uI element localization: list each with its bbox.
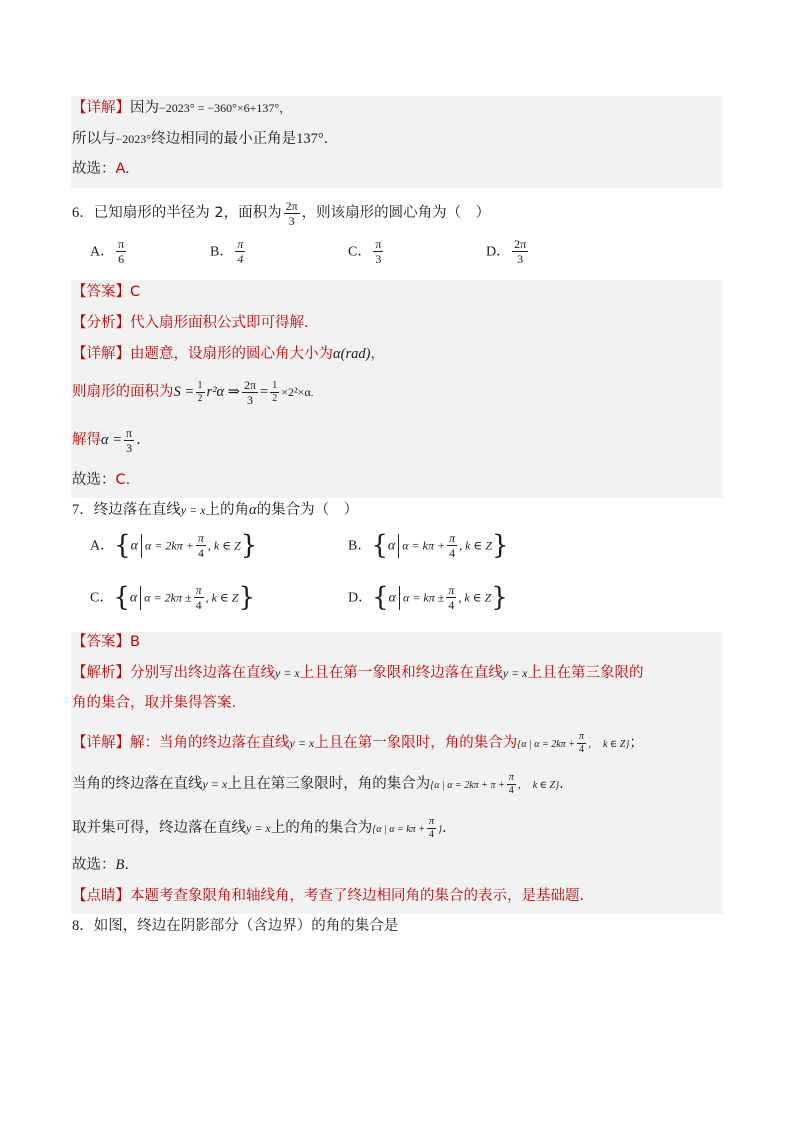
question-number: 6． — [72, 205, 94, 221]
detail-label: 【详解】 — [72, 100, 130, 116]
q7-analysis-line: 【解析】分别写出终边落在直线y = x上且在第一象限和终边落在直线y = x上且在第三象限的 — [72, 665, 644, 681]
q7-detail-line-2: 当角的终边落在直线y = x上且在第三象限时，角的集合为{α | α = 2kπ + π + $\frac{\pi}{4}$ ， k ∈ Z}. — [72, 771, 564, 796]
q6-option-a[interactable]: A． $\frac{\pi}{6}$ — [90, 237, 125, 266]
q7-option-c[interactable]: C．{α α = 2kπ ± $\frac{\pi}{4}$ , k ∈ Z} — [90, 582, 256, 613]
question-number: 7． — [72, 502, 94, 518]
q7-detail-line: 【详解】解：当角的终边落在直线y = x上且在第一象限时，角的集合为{α | α = 2kπ + $\frac{\pi}{4}$ ， k ∈ Z}； — [72, 730, 644, 755]
q7-choice-line: 故选：B. — [72, 857, 129, 873]
question-number: 8． — [72, 918, 94, 934]
q7-option-b[interactable]: B．{α α = kπ + $\frac{\pi}{4}$ , k ∈ Z} — [348, 530, 509, 561]
q7-stem: 7．终边落在直线y = x上的角α的集合为（ ） — [72, 502, 359, 518]
q8-stem: 8．如图，终边在阴影部分（含边界）的角的集合是 — [72, 918, 399, 934]
q5-choice-line: 故选：A. — [72, 161, 130, 177]
q7-option-d[interactable]: D．{α α = kπ ± $\frac{\pi}{4}$ , k ∈ Z} — [348, 582, 508, 613]
q5-detail-line: 【详解】因为−2023° = −360°×6+137°， — [72, 100, 292, 116]
q6-option-b[interactable]: B． $\frac{\pi}{4}$ — [210, 237, 244, 266]
q6-option-c[interactable]: C． $\frac{\pi}{3}$ — [348, 237, 382, 266]
q7-analysis-line-2: 角的集合，取并集得答案. — [72, 695, 237, 711]
q6-stem: 6．已知扇形的半径为 2，面积为 $\frac{2\pi}{3}$ ，则该扇形的圆心角为（ ） — [72, 198, 491, 228]
q6-area-line: 则扇形的面积为S = $\frac{1}{2}$ r²α ⇒ $\frac{2\pi}{3}$ = $\frac{1}{2}$ ×2²×α. — [72, 377, 314, 407]
q7-answer-line: 【答案】B — [72, 634, 140, 650]
q7-option-a[interactable]: A．{α α = 2kπ + $\frac{\pi}{4}$ , k ∈ Z} — [90, 530, 258, 561]
q6-analysis-line: 【分析】代入扇形面积公式即可得解. — [72, 315, 309, 331]
q6-solve-line: 解得α = $\frac{\pi}{3}$ . — [72, 425, 141, 455]
q6-answer-line — [72, 282, 140, 302]
q5-conclusion-line: 所以与−2023°终边相同的最小正角是137°. — [72, 131, 329, 147]
q7-detail-line-3: 取并集可得，终边落在直线y = x上的角的集合为{α | α = kπ + $\frac{\pi}{4}$ }. — [72, 815, 447, 840]
answer-value: C — [130, 284, 141, 300]
q6-detail-line: 【详解】由题意，设扇形的圆心角大小为α(rad)， — [72, 346, 385, 362]
answer-label: 【答案】 — [72, 284, 130, 300]
q7-review-line: 【点睛】本题考查象限角和轴线角，考查了终边相同角的集合的表示，是基础题. — [72, 888, 585, 904]
q6-option-d[interactable]: D． $\frac{2\pi}{3}$ — [486, 237, 527, 266]
q6-choice-line: 故选：C. — [72, 472, 131, 488]
